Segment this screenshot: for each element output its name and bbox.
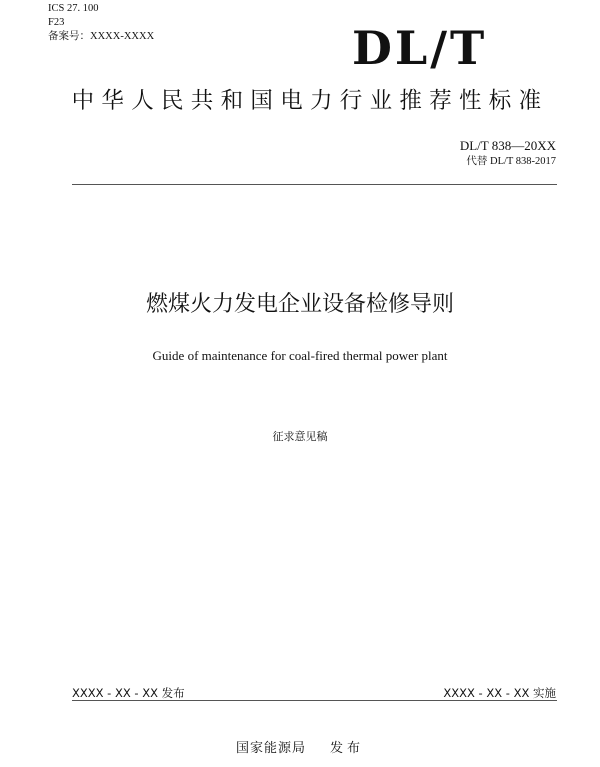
document-title-chinese: 燃煤火力发电企业设备检修导则 (145, 292, 454, 317)
classification-code: F23 (48, 17, 65, 28)
issue-date: XXXX - XX - XX 发布 (72, 686, 185, 700)
standard-number: DL/T 838—20XX (459, 138, 556, 153)
implementation-date: XXXX - XX - XX 实施 (443, 686, 556, 700)
issuer-action: 发布 (330, 741, 365, 756)
issuer-organization: 国家能源局 (235, 741, 306, 756)
dlt-logo: DL/T (352, 21, 488, 75)
replaces-standard: 代替 DL/T 838-2017 (466, 156, 556, 167)
ics-code: ICS 27. 100 (48, 3, 99, 14)
standard-category-title: 中华人民共和国电力行业推荐性标准 (71, 88, 549, 114)
record-number: 备案号：XXXX-XXXX (48, 31, 155, 42)
issuer-line (0, 740, 600, 758)
document-title-english: Guide of maintenance for coal-fired thermal power plant (152, 348, 448, 363)
bottom-divider (72, 700, 557, 701)
top-divider (72, 184, 557, 185)
draft-status: 征求意见稿 (272, 430, 328, 443)
